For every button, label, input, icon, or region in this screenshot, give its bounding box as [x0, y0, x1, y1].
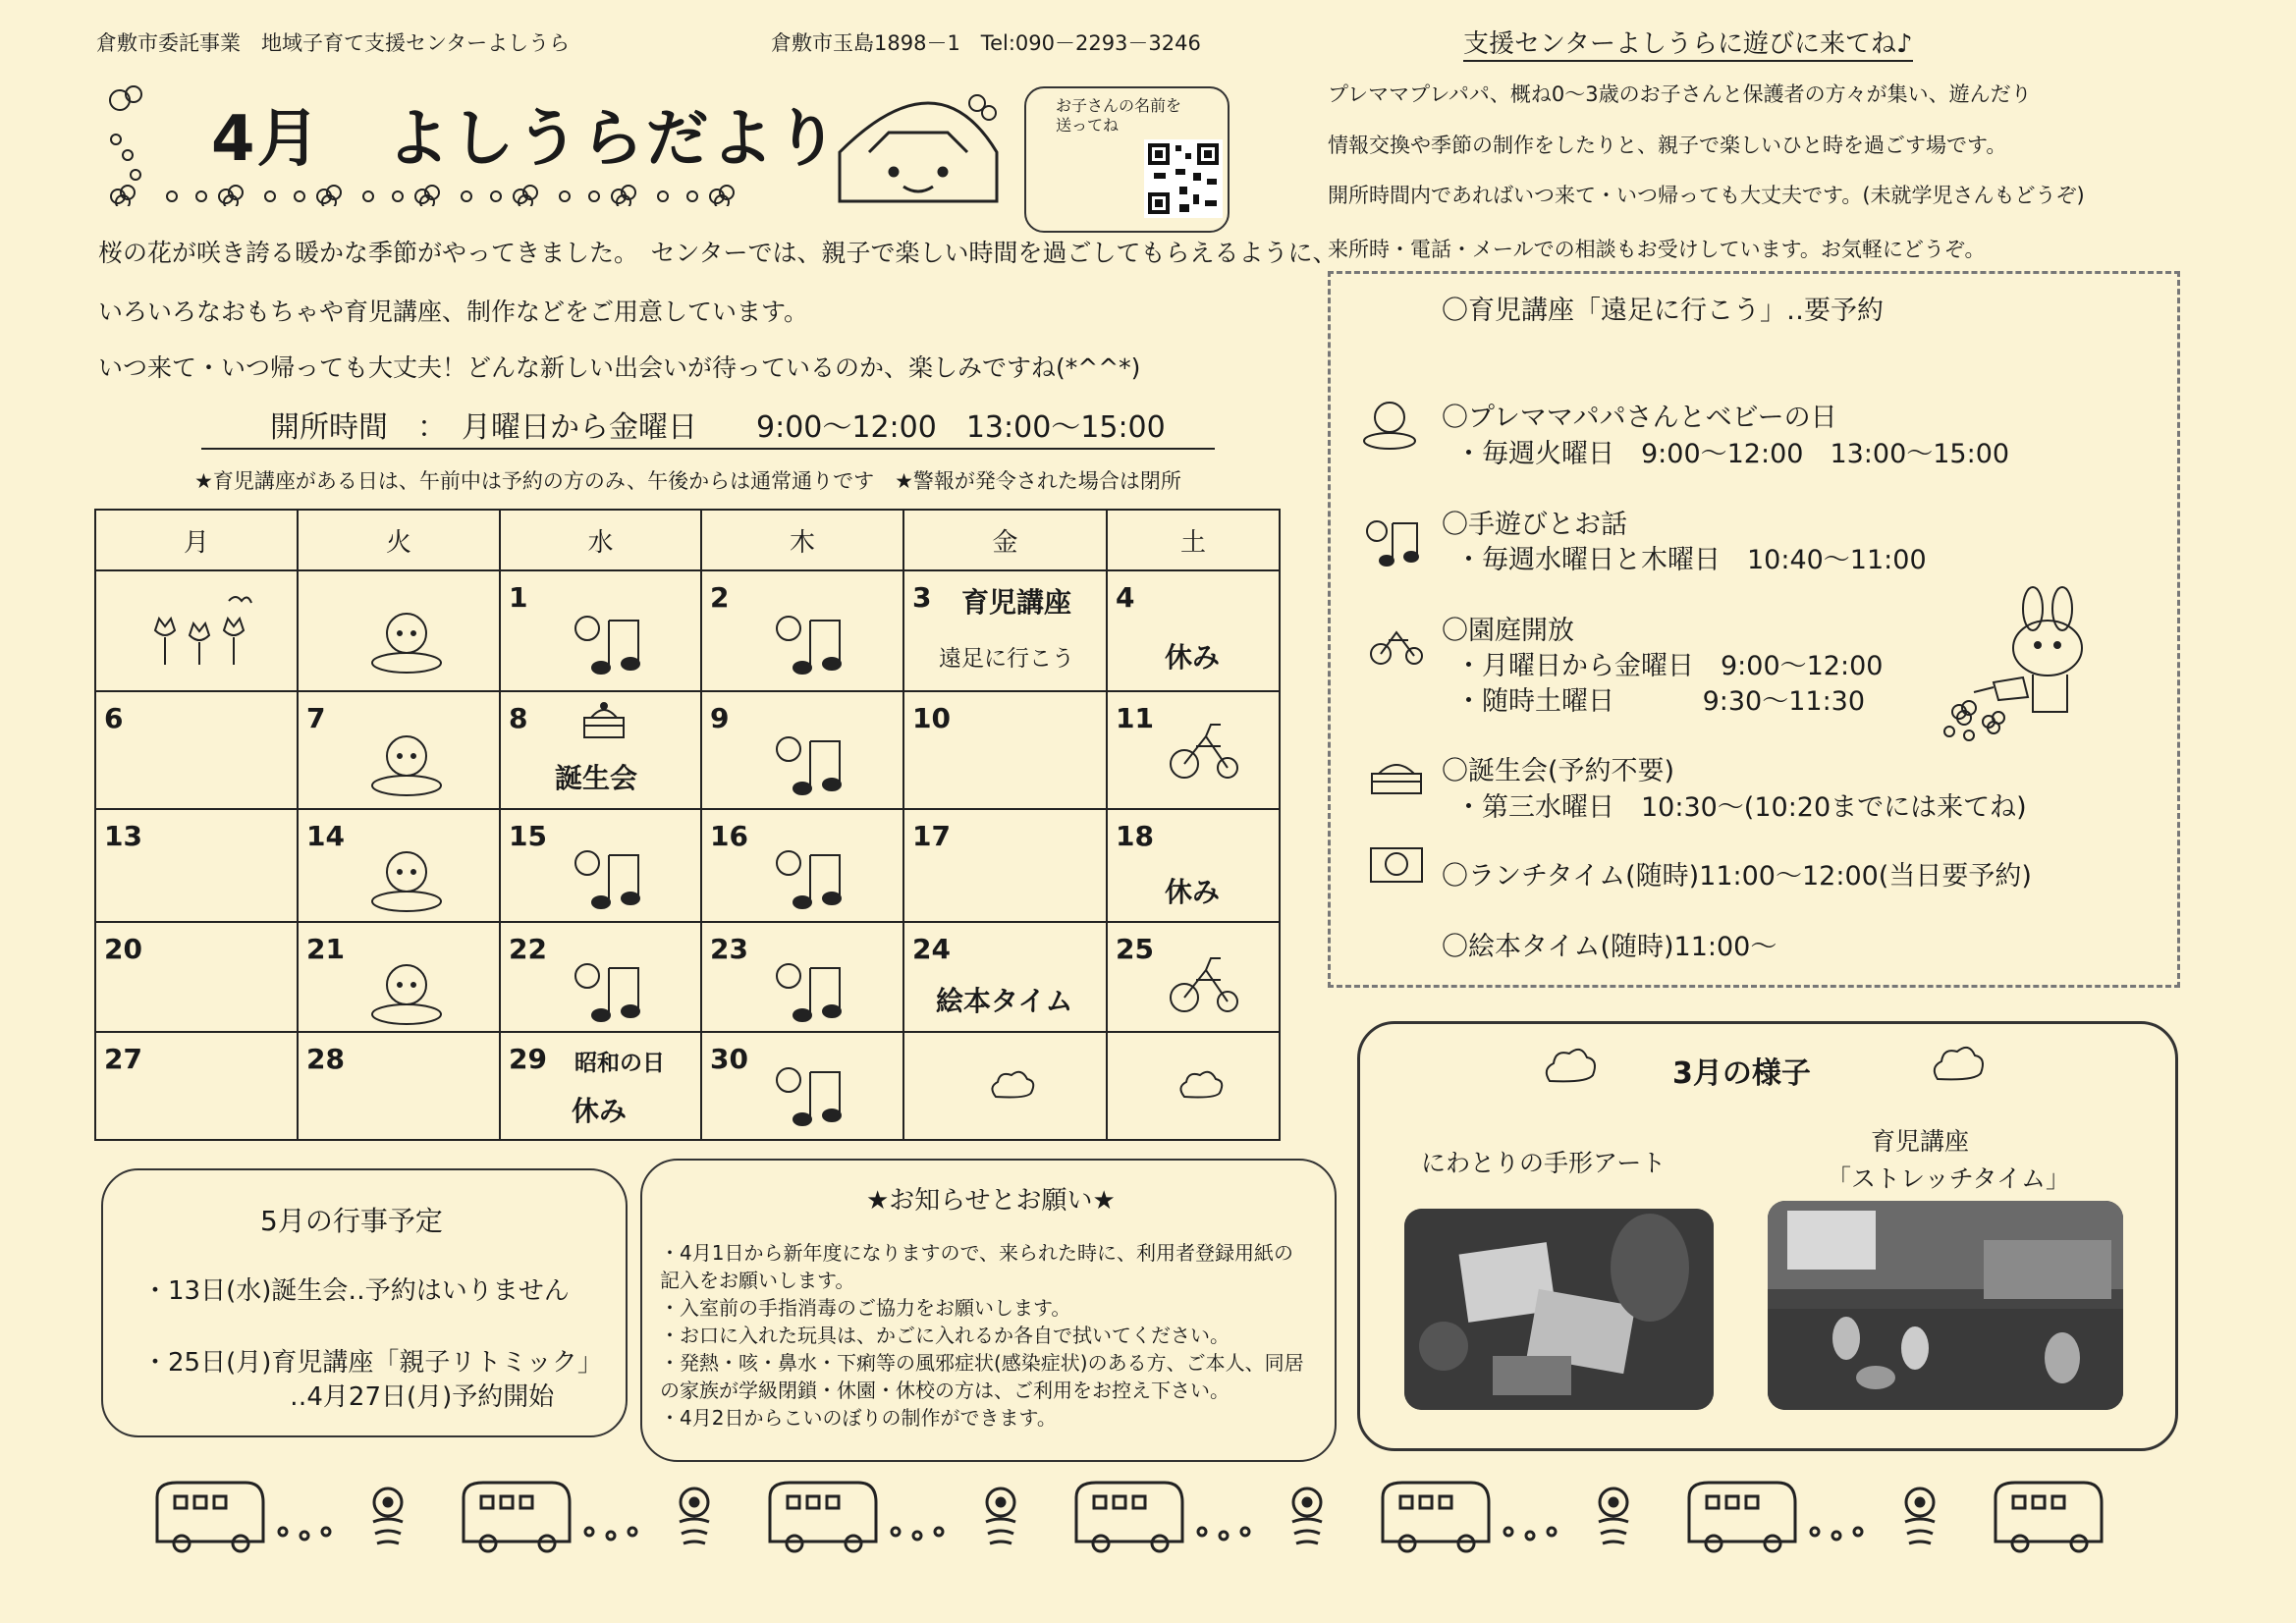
mochi-character-icon	[830, 93, 1007, 211]
news-line: 記入をお願いします。	[660, 1269, 855, 1292]
right-para-4: 来所時・電話・メールでの相談もお受けしています。お気軽にどうぞ。	[1328, 238, 1986, 261]
photo-caption-2a: 育児講座	[1871, 1127, 1970, 1156]
calendar-cell: 21	[298, 922, 500, 1032]
photo-stretch-time	[1768, 1201, 2123, 1410]
intro-line-3: いつ来て・いつ帰っても大丈夫！どんな新しい出会いが待っているのか、楽しみですね(*^^*)	[98, 353, 1141, 382]
cloud-icon	[1542, 1044, 1601, 1088]
calendar-cell: 20	[95, 922, 298, 1032]
baby-icon	[367, 609, 446, 677]
opening-hours: 開所時間 ： 月曜日から金曜日 9:00～12:00 13:00～15:00	[201, 403, 1215, 450]
intro-line-2: いろいろなおもちゃや育児講座、制作などをご用意しています。	[98, 298, 809, 326]
service-lunch: 〇ランチタイム(随時)11:00～12:00(当日要予約)	[1442, 861, 2032, 892]
music-note-icon	[570, 958, 648, 1027]
right-para-3: 開所時間内であればいつ来て・いつ帰っても大丈夫です。(未就学児さんもどうぞ)	[1328, 184, 2085, 207]
news-line: ・4月2日からこいのぼりの制作ができます。	[660, 1406, 1057, 1430]
tricycle-icon	[1167, 950, 1245, 1019]
calendar-week-2	[95, 691, 1280, 809]
news-line: ・お口に入れた玩具は、かごに入れるか各自で拭いてください。	[660, 1324, 1230, 1347]
bunny-watering-icon	[1940, 584, 2136, 741]
calendar-table	[94, 509, 1281, 1141]
header-org: 倉敷市委託事業 地域子育て支援センターよしうら	[96, 31, 571, 55]
calendar-cell: 1	[500, 570, 701, 691]
qr-code-icon[interactable]	[1144, 139, 1223, 218]
calendar-cell	[1107, 1032, 1280, 1140]
calendar-cell: 15	[500, 809, 701, 922]
calendar-cell: 28	[298, 1032, 500, 1140]
calendar-cell: 13	[95, 809, 298, 922]
calendar-cell	[95, 570, 298, 691]
right-para-1: プレママプレパパ、概ね0～3歳のお子さんと保護者の方々が集い、遊んだり	[1328, 82, 2032, 106]
tricycle-icon	[1167, 717, 1245, 785]
music-note-icon	[771, 958, 849, 1027]
calendar-cell: 14	[298, 809, 500, 922]
news-line: ・発熱・咳・鼻水・下痢等の風邪症状(感染症状)のある方、ご本人、同居	[660, 1351, 1304, 1375]
tricycle-icon	[1367, 619, 1426, 668]
calendar-cell: 9	[701, 691, 903, 809]
may-events-box	[101, 1168, 628, 1437]
calendar-cell: 11	[1107, 691, 1280, 809]
calendar-cell: 29 昭和の日 休み	[500, 1032, 701, 1140]
stretch-time-photo-icon	[1768, 1201, 2123, 1410]
qr-note: お子さんの名前を送ってね	[1056, 96, 1182, 135]
calendar-cell: 3 育児講座 遠足に行こう	[903, 570, 1107, 691]
qr-bubble	[1024, 86, 1230, 233]
weekday-sat: 土	[1107, 510, 1280, 570]
news-box	[640, 1159, 1337, 1462]
weekday-mon: 月	[95, 510, 298, 570]
music-note-icon	[771, 611, 849, 679]
may-line-2: ・25日(月)育児講座「親子リトミック」	[142, 1348, 603, 1378]
service-finger-play: 〇手遊びとお話	[1442, 510, 1627, 540]
calendar-cell: 27	[95, 1032, 298, 1140]
may-line-3: ‥4月27日(月)予約開始	[290, 1382, 555, 1412]
service-garden: 〇園庭開放	[1442, 616, 1574, 646]
right-title: 支援センターよしうらに遊びに来てね♪	[1463, 24, 1913, 62]
service-garden-time-1: ・月曜日から金曜日 9:00～12:00	[1455, 651, 1884, 681]
music-note-icon	[771, 731, 849, 800]
intro-line-1: 桜の花が咲き誇る暖かな季節がやってきました。 センターでは、親子で楽しい時間を過ごしてもらえるように、	[98, 239, 1338, 267]
hand-art-photo-icon	[1404, 1209, 1714, 1410]
music-note-icon	[1363, 515, 1422, 569]
baby-icon	[1360, 398, 1419, 452]
photo-hand-art	[1404, 1209, 1714, 1410]
news-line: ・4月1日から新年度になりますので、来られた時に、利用者登録用紙の	[660, 1241, 1294, 1265]
music-note-icon	[570, 611, 648, 679]
march-title: 3月の様子	[1672, 1056, 1811, 1091]
service-baby-day-time: ・毎週火曜日 9:00～12:00 13:00～15:00	[1455, 439, 2010, 469]
cloud-icon	[1176, 1067, 1226, 1102]
news-line: ・入室前の手指消毒のご協力をお願いします。	[660, 1296, 1071, 1320]
calendar-cell: 17	[903, 809, 1107, 922]
weekday-wed: 水	[500, 510, 701, 570]
service-birthday: 〇誕生会(予約不要)	[1442, 756, 1675, 786]
lunch-box-icon	[1367, 842, 1426, 887]
cake-icon	[579, 698, 629, 742]
calendar-cell: 30	[701, 1032, 903, 1140]
calendar-cell: 10	[903, 691, 1107, 809]
news-body	[660, 1239, 1304, 1432]
may-line-1: ・13日(水)誕生会‥予約はいりません	[142, 1276, 570, 1306]
cake-icon	[1367, 754, 1426, 798]
calendar-week-1	[95, 570, 1280, 691]
page-title: 4月 よしうらだより	[211, 103, 841, 176]
right-para-2: 情報交換や季節の制作をしたりと、親子で楽しいひと時を過ごす場です。	[1328, 134, 2007, 157]
calendar-header-row	[95, 510, 1280, 570]
calendar-cell: 18 休み	[1107, 809, 1280, 922]
cloud-icon	[1930, 1042, 1989, 1086]
music-note-icon	[771, 845, 849, 914]
calendar-cell: 23	[701, 922, 903, 1032]
photo-caption-1: にわとりの手形アート	[1421, 1149, 1667, 1177]
bus-border-icon	[147, 1473, 2200, 1561]
cloud-icon	[988, 1067, 1037, 1102]
calendar-cell: 2	[701, 570, 903, 691]
service-birthday-time: ・第三水曜日 10:30～(10:20までには来てね)	[1455, 792, 2027, 823]
service-picture-book: 〇絵本タイム(随時)11:00～	[1442, 932, 1777, 962]
music-note-icon	[570, 845, 648, 914]
photo-caption-2b: 「ストレッチタイム」	[1827, 1164, 2071, 1193]
baby-icon	[367, 960, 446, 1029]
header-address: 倉敷市玉島1898－1 Tel:090－2293－3246	[771, 31, 1201, 55]
weekday-thu: 木	[701, 510, 903, 570]
service-lecture: 〇育児講座「遠足に行こう」‥要予約	[1442, 296, 1885, 326]
service-finger-play-time: ・毎週水曜日と木曜日 10:40～11:00	[1455, 545, 1927, 575]
calendar-cell: 24 絵本タイム	[903, 922, 1107, 1032]
baby-icon	[367, 847, 446, 916]
news-title: ★お知らせとお願い★	[866, 1186, 1116, 1216]
calendar-notice: ★育児講座がある日は、午前中は予約の方のみ、午後からは通常通りです ★警報が発令された場合は閉所	[194, 469, 1181, 493]
calendar-cell: 6	[95, 691, 298, 809]
calendar-cell: 16	[701, 809, 903, 922]
calendar-week-5	[95, 1032, 1280, 1140]
calendar-week-3	[95, 809, 1280, 922]
weekday-tue: 火	[298, 510, 500, 570]
service-garden-time-2: ・随時土曜日 9:30～11:30	[1455, 686, 1866, 717]
baby-icon	[367, 731, 446, 800]
calendar-week-4	[95, 922, 1280, 1032]
calendar-cell: 8 誕生会	[500, 691, 701, 809]
tulip-icon	[145, 591, 253, 670]
calendar-cell: 4 休み	[1107, 570, 1280, 691]
calendar-cell: 7	[298, 691, 500, 809]
calendar-cell	[298, 570, 500, 691]
calendar-cell	[903, 1032, 1107, 1140]
music-note-icon	[771, 1062, 849, 1131]
march-box	[1357, 1021, 2178, 1451]
news-line: の家族が学級閉鎖・休園・休校の方は、ご利用をお控え下さい。	[660, 1379, 1230, 1402]
service-baby-day: 〇プレママパパさんとベビーの日	[1442, 403, 1837, 433]
weekday-fri: 金	[903, 510, 1107, 570]
calendar-cell: 22	[500, 922, 701, 1032]
calendar-cell: 25	[1107, 922, 1280, 1032]
may-title: 5月の行事予定	[260, 1205, 443, 1237]
